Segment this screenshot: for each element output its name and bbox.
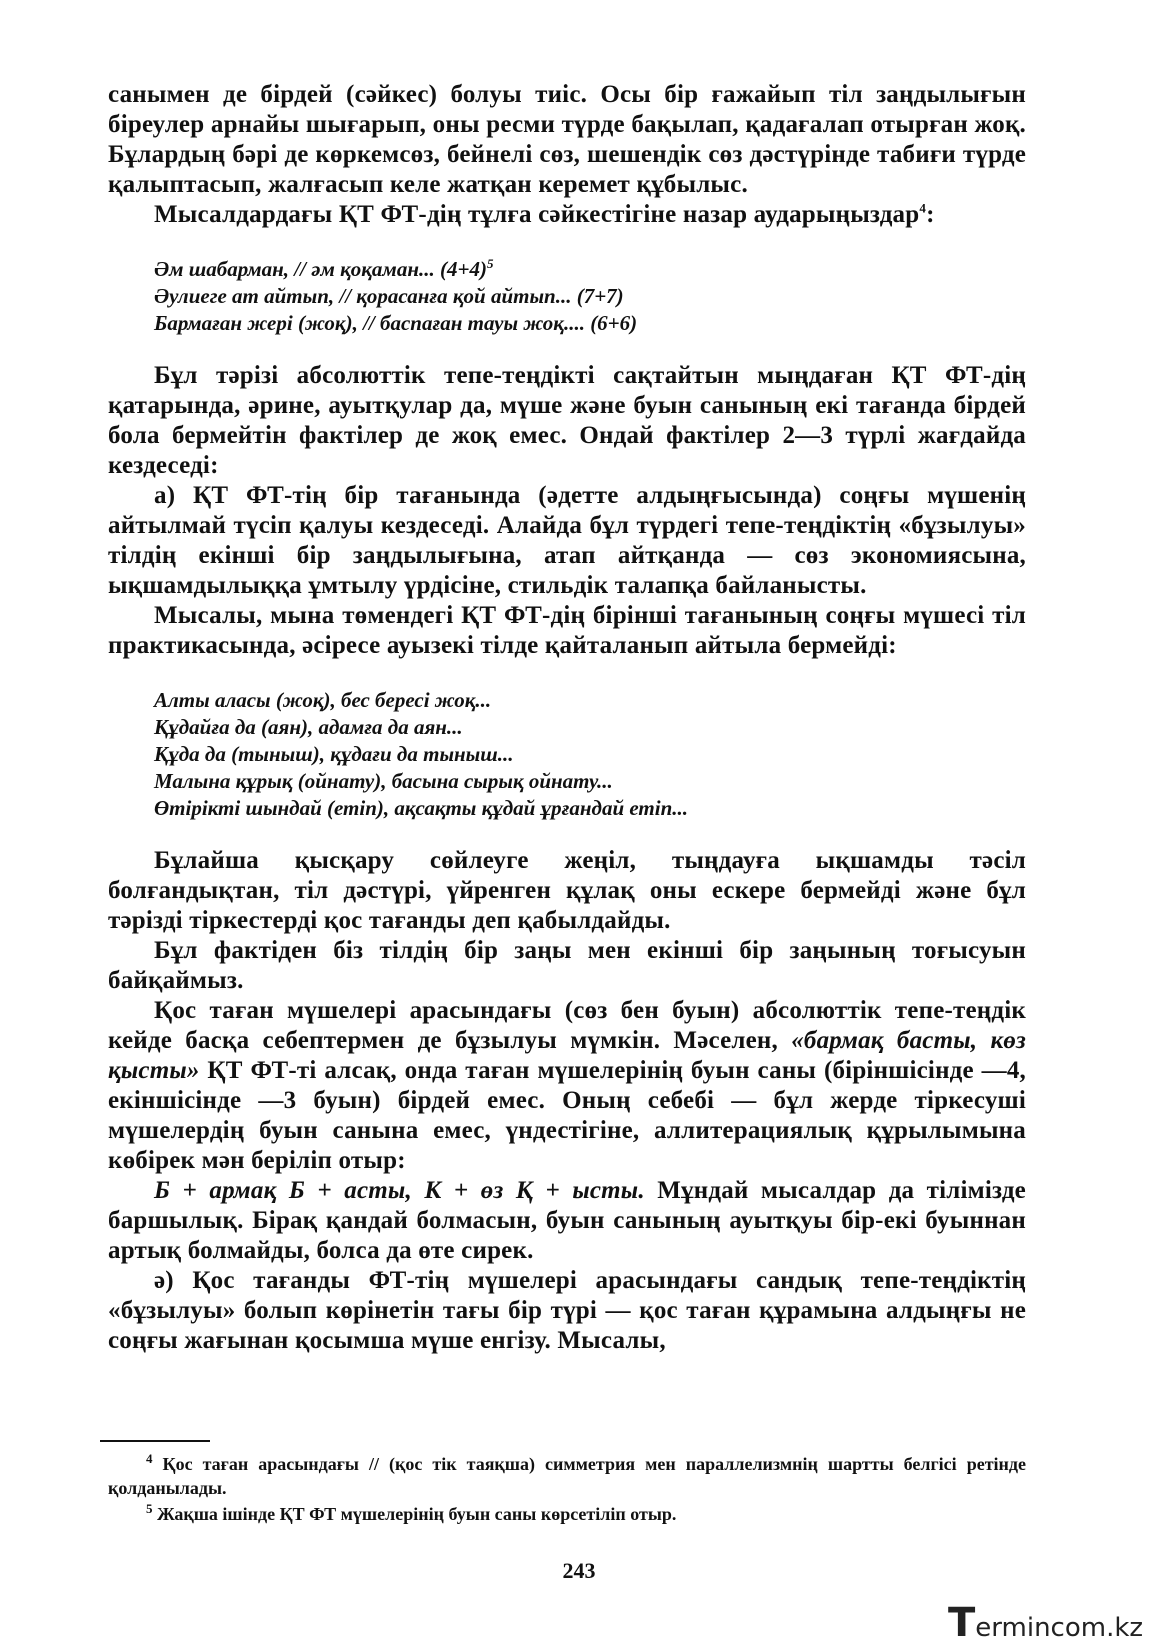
example-line: Құда да (тыныш), құдағи да тыныш...	[154, 742, 514, 766]
paragraph: Мысалы, мына төмендегі ҚТ ФТ-дің бірінші тағанының соңғы мүшесі тіл практикасында, әсіресе ауызекі тілде қайталанып айтыла бермейді:	[108, 602, 1026, 659]
footnote-text: Қос таған арасындағы // (қос тік таяқша) симметрия мен параллелизмнің шартты белгісі ретінде қолданылады.	[108, 1454, 1026, 1498]
paragraph: санымен де бірдей (сәйкес) болуы тиіс. Осы бір ғажайып тіл заңдылығын біреулер арнайы шығарып, оны ресми түрде бақылап, қадағалап отырған жоқ. Бұлардың бәрі де көркемсөз, бейнелі сөз, шешендік сөз дәстүрінде табиғи түрде қалыптасып, жалғасып келе жатқан керемет құбылыс.	[108, 81, 1026, 198]
example-block	[154, 256, 1026, 337]
example-line: Бармаған жері (жоқ), // баспаған тауы жоқ.... (6+6)	[154, 311, 638, 335]
footnote-mark: 5	[146, 1501, 153, 1516]
watermark-logo	[948, 1600, 1143, 1646]
example-line: Өтірікті шындай (етіп), ақсақты құдай ұрғандай етіп...	[154, 796, 689, 820]
paragraph: ә) Қос тағанды ФТ-тің мүшелері арасындағы сандық тепе-теңдіктің «бұзылуы» болып көрінетін тағы бір түрі — қос таған құрамына алдыңғы не соңғы жағынан қосымша мүше енгізу. Мысалы,	[108, 1267, 1026, 1354]
footnote	[108, 1502, 1026, 1526]
watermark-initial: T	[948, 1600, 976, 1646]
paragraph-text: Қос таған мүшелері арасындағы (сөз бен буын) абсолюттік тепе-теңдік кейде басқа себептермен де бұзылуы мүмкін. Мәселен,	[108, 997, 1026, 1054]
paragraph: Бұл тәрізі абсолюттік тепе-теңдікті сақтайтын мыңдаған ҚТ ФТ-дің қатарында, әрине, ауытқулар да, мүше және буын санының екі тағанда бірдей бола бермейтін фактілер де жоқ емес. Ондай фактілер 2—3 түрлі жағдайда кездеседі:	[108, 362, 1026, 479]
footnote-mark: 4	[146, 1451, 153, 1466]
example-line: Әулиеге ат айтып, // қорасанға қой айтып... (7+7)	[154, 284, 624, 308]
footnote	[108, 1452, 1026, 1500]
example-line: Малына құрық (ойнату), басына сырық ойнату...	[154, 769, 613, 793]
paragraph-text: Мысалдардағы ҚТ ФТ-дің тұлға сәйкестігіне назар аударыңыздар	[154, 201, 920, 228]
italic-formula: Б + армақ Б + асты, К + өз Қ + ысты.	[154, 1177, 645, 1204]
example-block	[154, 687, 1026, 822]
paragraph-text: Мұндай мысалдар да тілімізде баршылық. Бірақ қандай болмасын, буын санының ауытқуы бір-екі буыннан артық болмайды, болса да өте сирек.	[108, 1177, 1026, 1264]
paragraph	[108, 996, 1026, 1176]
example-line	[154, 256, 1026, 283]
example-line: Құдайға да (аян), адамға да аян...	[154, 715, 463, 739]
paragraph	[108, 1176, 1026, 1266]
paragraph	[108, 200, 1026, 230]
example-text: Әм шабарман, // әм қоқаман... (4+4)	[154, 257, 487, 281]
paragraph: Бұл фактіден біз тілдің бір заңы мен екінші бір заңының тоғысуын байқаймыз.	[108, 937, 1026, 994]
footnote-ref: 5	[486, 256, 494, 271]
example-line: Алты аласы (жоқ), бес бересі жоқ...	[154, 688, 492, 712]
paragraph-text: ҚТ ФТ-ті алсақ, онда таған мүшелерінің буын саны (біріншісінде —4, екіншісінде —3 буын) бірдей емес. Оның себебі — бұл жерде тіркесуші мүшелердің буын санына емес, үндестігіне, аллитерациялық құрылымына көбірек мән беріліп отыр:	[108, 1057, 1026, 1174]
footnote-text: Жақша ішінде ҚТ ФТ мүшелерінің буын саны көрсетіліп отыр.	[157, 1504, 677, 1524]
page-number: 243	[562, 1558, 596, 1583]
paragraph: Бұлайша қысқару сөйлеуге жеңіл, тыңдауға ықшамды тәсіл болғандықтан, тіл дәстүрі, үйренген құлақ оны ескере бермейді және бұл тәрізді тіркестерді қос тағанды деп қабылдайды.	[108, 847, 1026, 934]
watermark-text: ermincom.kz	[975, 1613, 1144, 1643]
footnote-divider	[100, 1440, 210, 1442]
footnote-ref: 4	[919, 200, 927, 216]
colon: :	[926, 201, 935, 228]
paragraph: а) ҚТ ФТ-тің бір тағанында (әдетте алдыңғысында) соңғы мүшенің айтылмай түсіп қалуы кездеседі. Алайда бұл түрдегі тепе-теңдіктің «бұзылуы» тілдің екінші бір заңдылығына, атап айтқанда — сөз экономиясына, ықшамдылыққа ұмтылу үрдісіне, стильдік талапқа байланысты.	[108, 482, 1026, 599]
italic-example: «бармақ басты, көз қысты»	[108, 1027, 1026, 1084]
page-body	[108, 80, 1026, 1356]
